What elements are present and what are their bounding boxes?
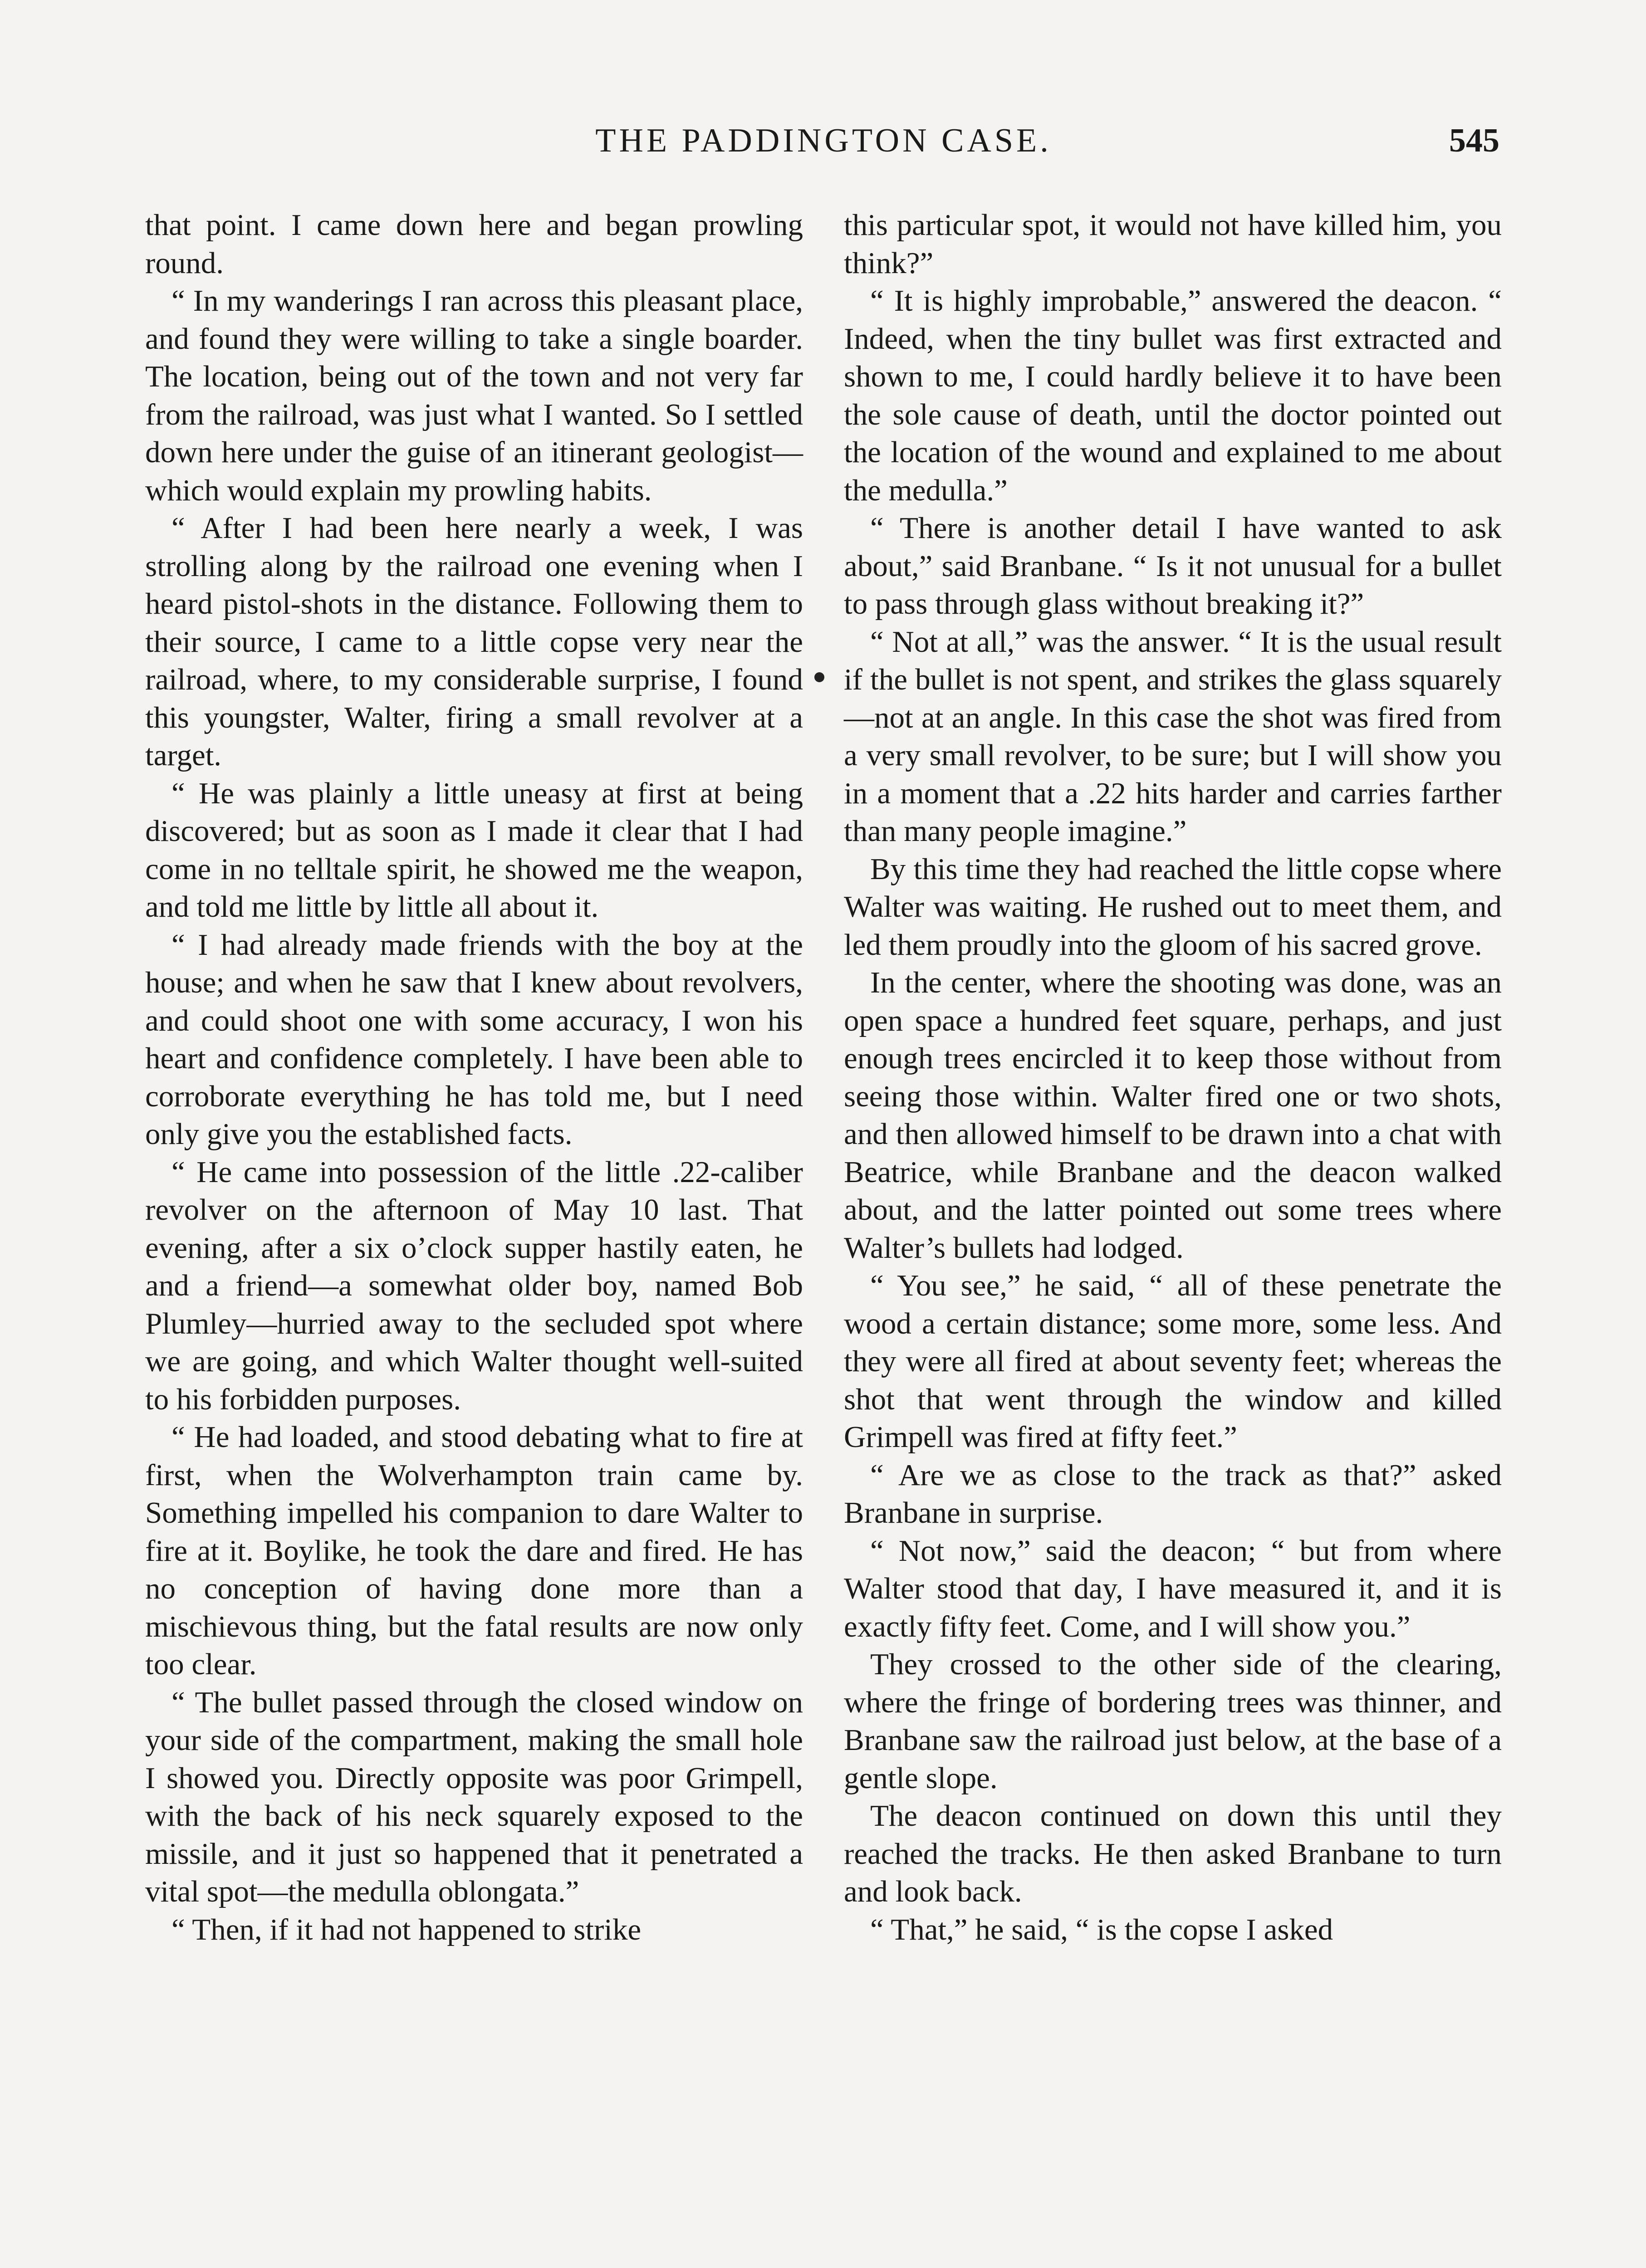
paragraph: that point. I came down here and began prowling round. <box>145 208 803 280</box>
left-column <box>145 206 803 1949</box>
paragraph: “ You see,” he said, “ all of these penetrate the wood a certain distance; some more, some less. And they were all fired at about seventy feet; whereas the shot that went through the window and killed Grimpell was fired at fifty feet.” <box>844 1269 1502 1454</box>
paragraph: “ The bullet passed through the closed window on your side of the compartment, making the small hole I showed you. Directly opposite was poor Grimpell, with the back of his neck squarely exposed to the missile, and it just so happened that it penetrated a vital spot—the medulla oblongata.” <box>145 1685 803 1908</box>
paragraph: “ Then, if it had not happened to strike <box>171 1912 642 1946</box>
paragraph: “ There is another detail I have wanted to ask about,” said Branbane. “ Is it not unusual for a bullet to pass through glass without breaking it?” <box>844 511 1502 621</box>
page-header <box>147 122 1499 171</box>
paragraph: this particular spot, it would not have killed him, you think?” <box>844 208 1502 280</box>
right-column <box>844 206 1502 1949</box>
paragraph: “ Not at all,” was the answer. “ It is the usual result if the bullet is not spent, and strikes the glass squarely—not at an angle. In this case the shot was fired from a very small revolver, to be sure; but I will show you in a moment that a .22 hits harder and carries farther than many people imagine.” <box>844 625 1502 848</box>
paragraph: The deacon continued on down this until they reached the tracks. He then asked Branbane to turn and look back. <box>844 1799 1502 1908</box>
paragraph: “ In my wanderings I ran across this pleasant place, and found they were willing to take a single boarder. The location, being out of the town and not very far from the railroad, was just what I wanted. So I settled down here under the guise of an itinerant geologist—which would explain my prowling habits. <box>145 284 803 507</box>
page-number: 545 <box>1449 122 1499 159</box>
paragraph: “ Not now,” said the deacon; “ but from where Walter stood that day, I have measured it, and it is exactly fifty feet. Come, and I will show you.” <box>844 1534 1502 1643</box>
paragraph: “ He had loaded, and stood debating what to fire at first, when the Wolverhampton train came by. Something impelled his companion to dare Walter to fire at it. Boylike, he took the dare and fired. He has no conception of having done more than a mischievous thing, but the fatal results are now only too clear. <box>145 1420 803 1681</box>
paragraph: In the center, where the shooting was done, was an open space a hundred feet square, perhaps, and just enough trees encircled it to keep those without from seeing those within. Walter fired one or two shots, and then allowed himself to be drawn into a chat with Beatrice, while Branbane and the deacon walked about, and the latter pointed out some trees where Walter’s bullets had lodged. <box>844 966 1502 1265</box>
paragraph: “ He was plainly a little uneasy at first at being discovered; but as soon as I made it clear that I had come in no telltale spirit, he showed me the weapon, and told me little by little all about it. <box>145 776 803 924</box>
paragraph: “ Are we as close to the track as that?” asked Branbane in surprise. <box>844 1458 1502 1530</box>
paragraph: They crossed to the other side of the clearing, where the fringe of bordering trees was thinner, and Branbane saw the railroad just below, at the base of a gentle slope. <box>844 1647 1502 1795</box>
paragraph: By this time they had reached the little copse where Walter was waiting. He rushed out to meet them, and led them proudly into the gloom of his sacred grove. <box>844 852 1502 962</box>
paragraph: “ I had already made friends with the boy at the house; and when he saw that I knew about revolvers, and could shoot one with some accuracy, I won his heart and confidence completely. I have been able to corroborate everything he has told me, but I need only give you the established facts. <box>145 928 803 1151</box>
paragraph: “ It is highly improbable,” answered the deacon. “ Indeed, when the tiny bullet was first extracted and shown to me, I could hardly believe it to have been the sole cause of death, until the doctor pointed out the location of the wound and explained to me about the medulla.” <box>844 284 1502 507</box>
paragraph: “ That,” he said, “ is the copse I asked <box>870 1912 1333 1946</box>
paragraph: “ After I had been here nearly a week, I was strolling along by the railroad one evening when I heard pistol-shots in the distance. Following them to their source, I came to a little copse very near the railroad, where, to my considerable surprise, I found this youngster, Walter, firing a small revolver at a target. <box>145 511 803 772</box>
paragraph: “ He came into possession of the little .22-caliber revolver on the afternoon of May 10 last. That evening, after a six o’clock supper hastily eaten, he and a friend—a somewhat older boy, named Bob Plumley—hurried away to the secluded spot where we are going, and which Walter thought well-suited to his forbidden purposes. <box>145 1155 803 1416</box>
running-title: THE PADDINGTON CASE. <box>595 122 1052 159</box>
margin-mark <box>814 672 824 682</box>
